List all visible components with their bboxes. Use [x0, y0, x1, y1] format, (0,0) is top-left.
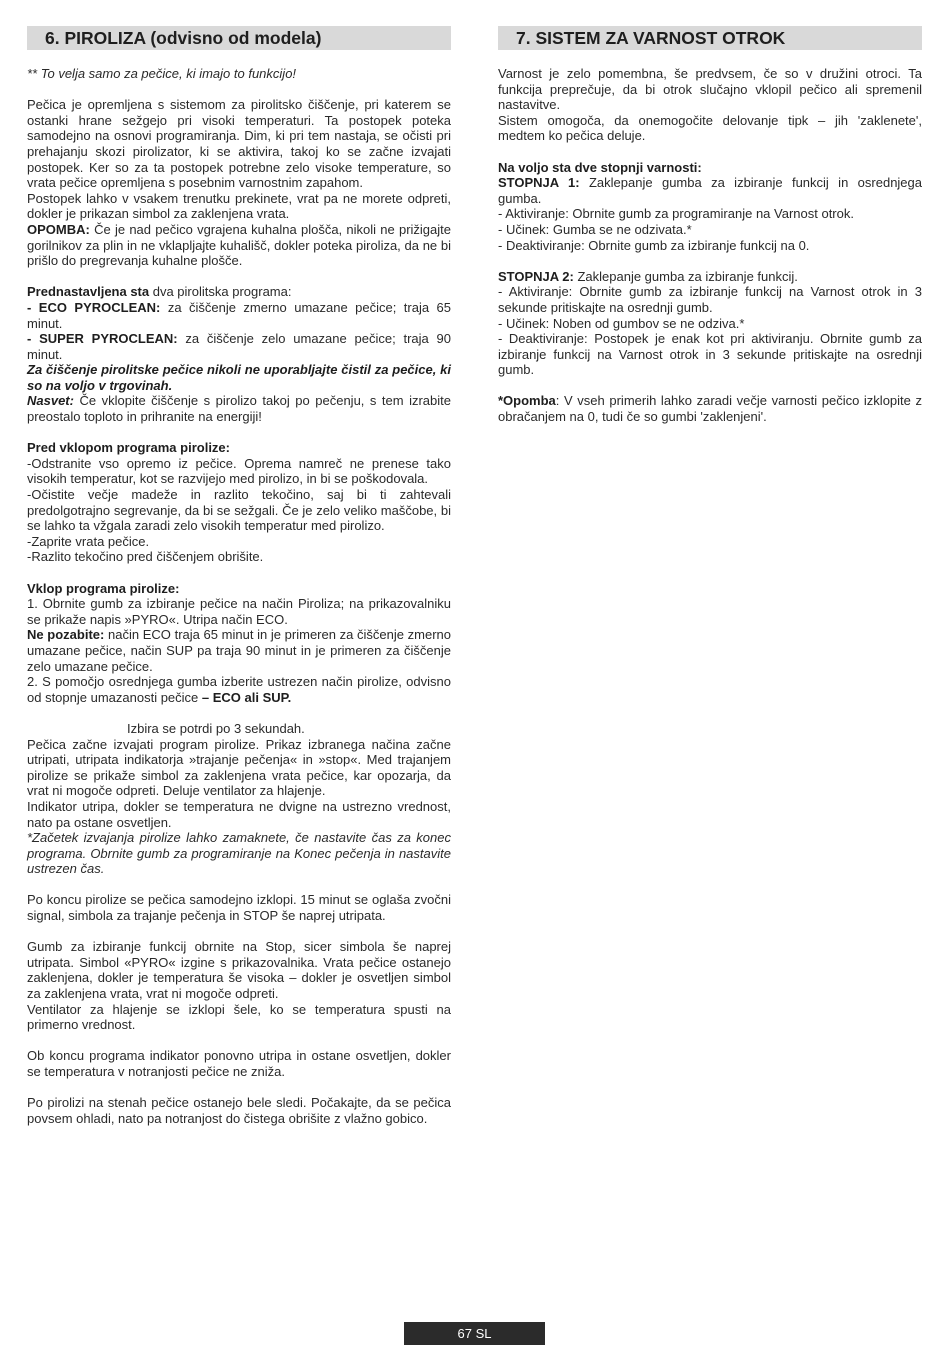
level-2: STOPNJA 2: Zaklepanje gumba za izbiranje funkcij. — [498, 268, 798, 284]
paragraph: Gumb za izbiranje funkcij obrnite na Stop, sicer simbola še naprej utripata. Simbol «PYRO« izgine s prikazovalnika. Vrata pečice ostanejo zaklenjena, dokler je temperatura še visoka – dokler je osvetljen simbol za zaklenjena vrata, vrat ni mogoče odpreti. — [27, 939, 451, 1002]
cleaner-warning: Za čiščenje pirolitske pečice nikoli ne uporabljajte čistil za pečice, ki so na voljo v trgovinah. — [27, 362, 451, 393]
paragraph: Varnost je zelo pomembna, še predvsem, če so v družini otroci. Ta funkcija preprečuje, da bi otrok slučajno vklopil pečico ali spremenil nastavitve. — [498, 66, 922, 113]
list-item: - Učinek: Gumba se ne odzivata.* — [498, 221, 692, 237]
page-number: 67 SL — [404, 1322, 545, 1345]
list-item: - Deaktiviranje: Postopek je enak kot pri aktiviranju. Obrnite gumb za izbiranje funkcij na Varnost otrok in 3 sekunde pritiskajte na osrednji gumb. — [498, 331, 922, 378]
model-note: ** To velja samo za pečice, ki imajo to funkcijo! — [27, 66, 297, 81]
paragraph: Pečica začne izvajati program pirolize. Prikaz izbranega načina začne utripati, utripata indikatorja »trajanje pečenja« in »stop«. Med trajanjem pirolize se prikaže simbol za zaklenjena vrata pečice, kar opozarja, da vrat ni mogoče odpreti. Deluje ventilator za hlajenje. — [27, 736, 451, 799]
list-item: - Učinek: Noben od gumbov se ne odziva.* — [498, 315, 745, 331]
paragraph: Po koncu pirolize se pečica samodejno izklopi. 15 minut se oglaša zvočni signal, simbola za trajanje pečenja in STOP še naprej utripata. — [27, 892, 451, 924]
step-1: 1. Obrnite gumb za izbiranje pečice na način Piroliza; na prikazovalniku se prikaže napis »PYRO«. Utripa način ECO. — [27, 596, 451, 627]
list-item: -Razlito tekočino pred čiščenjem obrišite. — [27, 549, 264, 565]
list-item: - Aktiviranje: Obrnite gumb za programiranje na Varnost otrok. — [498, 206, 854, 222]
left-column — [27, 26, 451, 1126]
section-heading-child-safety: 7. SISTEM ZA VARNOST OTROK — [498, 26, 922, 50]
subheading-levels: Na voljo sta dve stopnji varnosti: — [498, 159, 702, 175]
list-item: - Aktiviranje: Obrnite gumb za izbiranje funkcij na Varnost otrok in 3 sekunde pritiskajte na osrednji gumb. — [498, 284, 922, 315]
list-item: -Očistite večje madeže in razlito tekočino, saj bi ti zahtevali predolgotrajno segrevanje, da bi se sežgali. Če je zelo veliko maščobe, bi se lahko ta vžgala zaradi zelo visokih temperatur med pirolizo. — [27, 487, 451, 534]
paragraph: Sistem omogoča, da onemogočite delovanje tipk – jih 'zaklenete', medtem ko pečica deluje. — [498, 112, 922, 144]
right-column — [498, 26, 922, 425]
opomba-paragraph: OPOMBA: Če je nad pečico vgrajena kuhalna plošča, nikoli ne prižigajte gorilnikov za plin in ne vklapljajte kuhališč, dokler poteka piroliza, da ne bi prišlo do pregrevanja kuhalne plošče. — [27, 221, 451, 269]
list-item: - Deaktiviranje: Obrnite gumb za izbiranje funkcij na 0. — [498, 237, 810, 253]
paragraph: Indikator utripa, dokler se temperatura ne dvigne na ustrezno vrednost, nato pa ostane osvetljen. — [27, 798, 451, 830]
paragraph: Postopek lahko v vsakem trenutku prekinete, vrat pa ne morete odpreti, dokler je prikazan simbol za zaklenjena vrata. — [27, 190, 451, 222]
super-program: - SUPER PYROCLEAN: za čiščenje zelo umazane pečice; traja 90 minut. — [27, 331, 452, 362]
eco-program: - ECO PYROCLEAN: za čiščenje zmerno umazane pečice; traja 65 minut. — [27, 299, 451, 331]
section-heading-pyrolysis: 6. PIROLIZA (odvisno od modela) — [27, 26, 451, 50]
paragraph: Ventilator za hlajenje se izklopi šele, ko se temperatura spusti na primerno vrednost. — [27, 1001, 451, 1033]
nepozabite-paragraph: Ne pozabite: način ECO traja 65 minut in je primeren za čiščenje zmerno umazane pečice, način SUP pa traja 90 minut in je primeren za čiščenje zelo umazane pečice. — [27, 627, 451, 674]
paragraph: Ob koncu programa indikator ponovno utripa in ostane osvetljen, dokler se temperatura v notranjosti pečice ne zniža. — [27, 1048, 451, 1079]
subheading-before: Pred vklopom programa pirolize: — [27, 440, 230, 456]
list-item: -Zaprite vrata pečice. — [27, 533, 150, 549]
paragraph: Pečica je opremljena s sistemom za pirolitsko čiščenje, pri katerem se ostanki hrane sežgejo pri visoki temperaturi. Ta postopek poteka samodejno na osnovi programiranja. Dim, ki pri tem nastaja, se očisti pri prehajanju skozi pirolizator, ki se aktivira, takoj ko se začne izvajati postopek. Ker so za ta postopek potrebne zelo visoke temperature, so vrata pečice opremljena s posebnim varnostnim zapahom. — [27, 97, 451, 191]
step-2: 2. S pomočjo osrednjega gumba izberite ustrezen način pirolize, odvisno od stopnje umazanosti pečice – ECO ali SUP. — [27, 674, 451, 705]
paragraph: Po pirolizi na stenah pečice ostanejo bele sledi. Počakajte, da se pečica povsem ohladi, nato pa notranjost do čistega obrišite z vlažno gobico. — [27, 1095, 451, 1126]
level-1: STOPNJA 1: Zaklepanje gumba za izbiranje funkcij in osrednjega gumba. — [498, 175, 922, 206]
delay-note: *Začetek izvajanja pirolize lahko zamaknete, če nastavite čas za konec programa. Obrnite gumb za programiranje na Konec pečenja in nastavite ustrezen čas. — [27, 830, 451, 877]
list-item: -Odstranite vso opremo iz pečice. Oprema namreč ne prenese tako visokih temperatur, kot se razvijejo med pirolizo, in bi se poškodovala. — [27, 455, 451, 487]
subheading-start: Vklop programa pirolize: — [27, 580, 180, 596]
safety-note: *Opomba: V vseh primerih lahko zaradi večje varnosti pečico izklopite z obračanjem na 0, tudi če so gumbi 'zaklenjeni'. — [498, 393, 922, 425]
nasvet-paragraph: Nasvet: Če vklopite čiščenje s pirolizo takoj po pečenju, s tem izrabite preostalo toploto in prihranite na energiji! — [27, 393, 451, 425]
preset-paragraph: Prednastavljena sta dva pirolitska programa: — [27, 284, 292, 300]
confirm-line: Izbira se potrdi po 3 sekundah. — [127, 720, 305, 736]
